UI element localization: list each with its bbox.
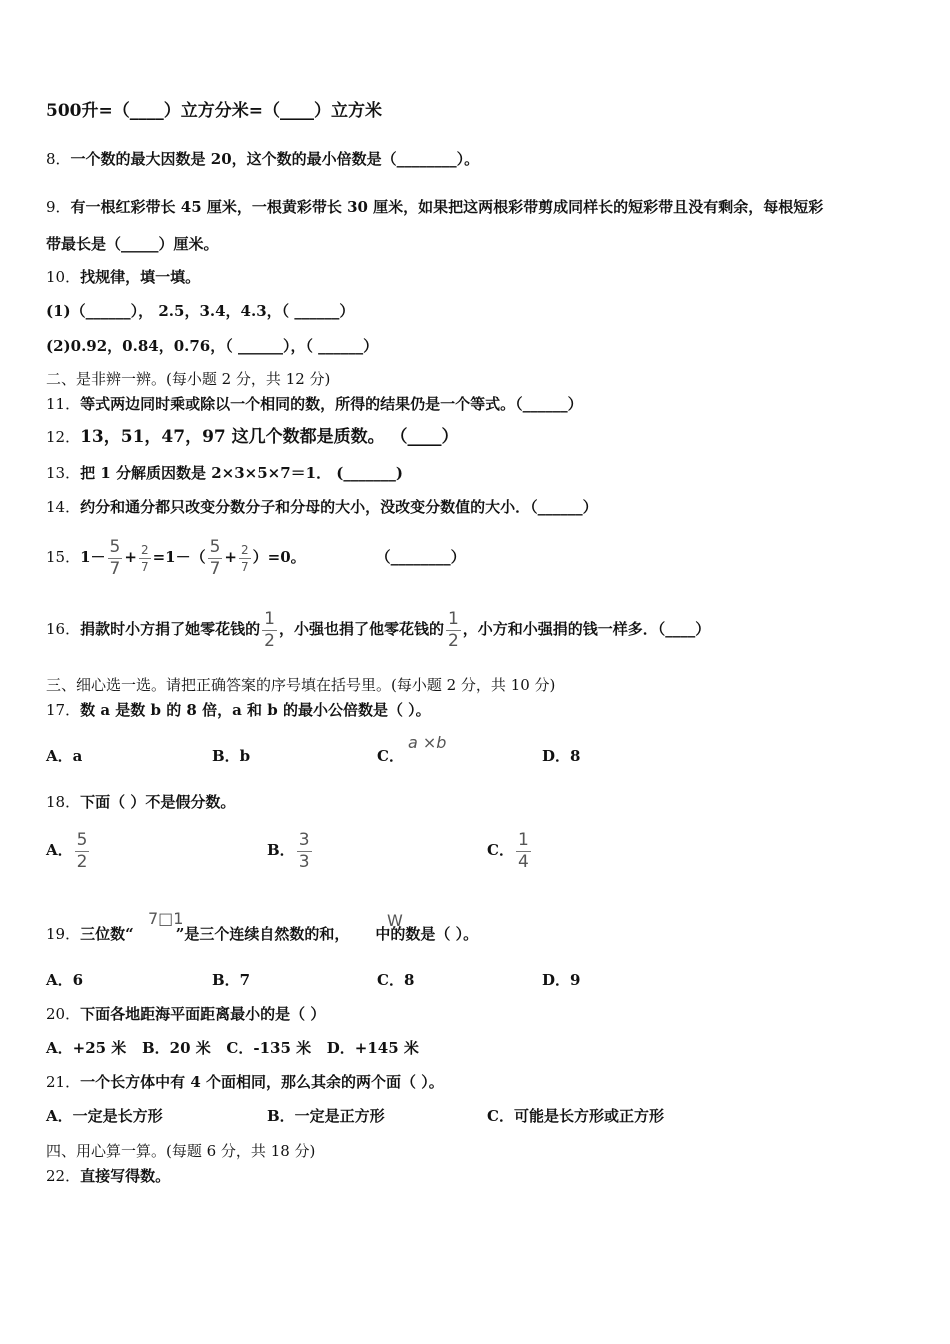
section-2-heading: 二、是非辨一辨。(每小题 2 分，共 12 分) xyxy=(46,370,331,388)
q19-w-symbol: W xyxy=(387,911,403,930)
question-number: 22． xyxy=(46,1167,81,1185)
q16-part-a: 捐款时小方捐了她零花钱的 xyxy=(80,620,261,638)
question-12 xyxy=(46,427,459,447)
fraction-3-3: $\frac{3}{3}$ xyxy=(298,829,310,872)
q19-option-d: D．9 xyxy=(542,971,581,989)
question-20 xyxy=(46,1004,325,1024)
q21-option-c: C．可能是长方形或正方形 xyxy=(487,1107,664,1125)
fraction-1-4: $\frac{1}{4}$ xyxy=(517,829,529,872)
question-9-line2: 带最长是（_____）厘米。 xyxy=(46,235,219,253)
q7-continuation: 500升=（____）立方分米=（____）立方米 xyxy=(46,101,382,121)
question-18 xyxy=(46,792,235,812)
q19-option-a: A．6 xyxy=(46,971,84,989)
question-number: 21． xyxy=(46,1073,81,1091)
question-8 xyxy=(46,149,479,169)
q16-part-b: ，小强也捐了他零花钱的 xyxy=(278,620,444,638)
fraction-2-7: $\frac{2}{7}$ xyxy=(241,542,249,574)
section-4-heading: 四、用心算一算。(每题 6 分，共 18 分) xyxy=(46,1142,316,1160)
question-text: 约分和通分都只改变分数分子和分母的大小，没改变分数值的大小．（______） xyxy=(80,498,598,516)
q19-number-7-box-1: 7□1 xyxy=(148,909,184,928)
question-10-part1: (1)（______）， 2.5，3.4，4.3，（ ______） xyxy=(46,302,355,320)
question-number: 20． xyxy=(46,1005,81,1023)
fraction-5-7: $\frac{5}{7}$ xyxy=(109,536,121,579)
q17-option-b: B．b xyxy=(212,747,251,765)
plus-sign: + xyxy=(224,548,237,566)
question-21 xyxy=(46,1072,444,1092)
question-19 xyxy=(46,924,478,944)
question-16 xyxy=(46,606,710,652)
fraction-2-7: $\frac{2}{7}$ xyxy=(140,542,149,574)
q19-part-b: ”是三个连续自然数的和， xyxy=(175,925,350,943)
question-text: 把 1 分解质因数是 2×3×5×7＝1． (_______) xyxy=(80,464,404,482)
question-number: 10． xyxy=(46,268,81,286)
question-text: 一个长方体中有 4 个面相同，那么其余的两个面（ ）。 xyxy=(80,1073,444,1091)
question-text: 直接写得数。 xyxy=(80,1167,171,1185)
question-14 xyxy=(46,497,598,517)
q17-option-c-expression: a ×b xyxy=(408,733,447,752)
q18-option-b: B． $\frac{3}{3}$ xyxy=(267,829,310,872)
question-number: 14． xyxy=(46,498,81,516)
question-10 xyxy=(46,267,200,287)
question-number: 19． xyxy=(46,925,81,943)
q21-option-a: A．一定是长方形 xyxy=(46,1107,163,1125)
question-13 xyxy=(46,463,403,483)
question-number: 13． xyxy=(46,464,81,482)
q15-mid: =1－（ xyxy=(152,548,206,566)
question-number: 15． xyxy=(46,548,81,566)
q15-end: ）=0。 xyxy=(252,548,306,566)
q19-option-b: B．7 xyxy=(212,971,251,989)
fraction-5-7: $\frac{5}{7}$ xyxy=(209,536,221,579)
section-3-heading: 三、细心选一选。请把正确答案的序号填在括号里。(每小题 2 分，共 10 分) xyxy=(46,676,556,694)
question-number: 16． xyxy=(46,620,81,638)
fraction-1-2: $\frac{1}{2}$ xyxy=(447,608,459,651)
q19-part-a: 三位数“ xyxy=(80,925,134,943)
question-text: 一个数的最大因数是 20，这个数的最小倍数是（________）。 xyxy=(70,150,480,168)
question-text: 下面各地距海平面距离最小的是（ ） xyxy=(80,1005,326,1023)
fraction-1-2: $\frac{1}{2}$ xyxy=(264,608,275,651)
question-number: 8． xyxy=(46,150,71,168)
question-number: 12． xyxy=(46,428,81,446)
question-text: 13，51，47，97 这几个数都是质数。 （____） xyxy=(80,427,459,447)
q20-options: A．+25 米 B．20 米 C．-135 米 D．+145 米 xyxy=(46,1039,419,1057)
question-number: 17． xyxy=(46,701,81,719)
question-text: 等式两边同时乘或除以一个相同的数，所得的结果仍是一个等式。（______） xyxy=(80,395,583,413)
question-17 xyxy=(46,700,431,720)
question-11 xyxy=(46,394,583,414)
question-text: 数 a 是数 b 的 8 倍，a 和 b 的最小公倍数是（ ）。 xyxy=(80,701,431,719)
question-9 xyxy=(46,197,823,217)
question-22 xyxy=(46,1166,170,1186)
answer-blank: （________） xyxy=(375,548,466,566)
q18-option-a: A． $\frac{5}{2}$ xyxy=(46,829,88,872)
q16-part-c: ，小方和小强捐的钱一样多．（____） xyxy=(462,620,711,638)
question-10-part2: (2)0.92，0.84，0.76，（ ______），（ ______） xyxy=(46,337,379,355)
q17-option-a: A．a xyxy=(46,747,83,765)
question-text: 下面（ ）不是假分数。 xyxy=(80,793,236,811)
q17-option-c: C． xyxy=(377,747,404,765)
question-number: 11． xyxy=(46,395,81,413)
question-text: 有一根红彩带长 45 厘米，一根黄彩带长 30 厘米，如果把这两根彩带剪成同样长的短彩带且没有剩余，每根短彩 xyxy=(70,198,824,216)
q15-lead: 1－ xyxy=(80,548,106,566)
question-text: 找规律，填一填。 xyxy=(80,268,201,286)
question-number: 9． xyxy=(46,198,71,216)
q21-option-b: B．一定是正方形 xyxy=(267,1107,385,1125)
q18-option-c: C． $\frac{1}{4}$ xyxy=(487,829,529,872)
q19-part-c: 中的数是（ ）。 xyxy=(375,925,479,943)
question-number: 18． xyxy=(46,793,81,811)
q19-option-c: C．8 xyxy=(377,971,415,989)
plus-sign: + xyxy=(124,548,137,566)
q17-option-d: D．8 xyxy=(542,747,581,765)
fraction-5-2: $\frac{5}{2}$ xyxy=(76,829,88,872)
question-15 xyxy=(46,534,466,580)
